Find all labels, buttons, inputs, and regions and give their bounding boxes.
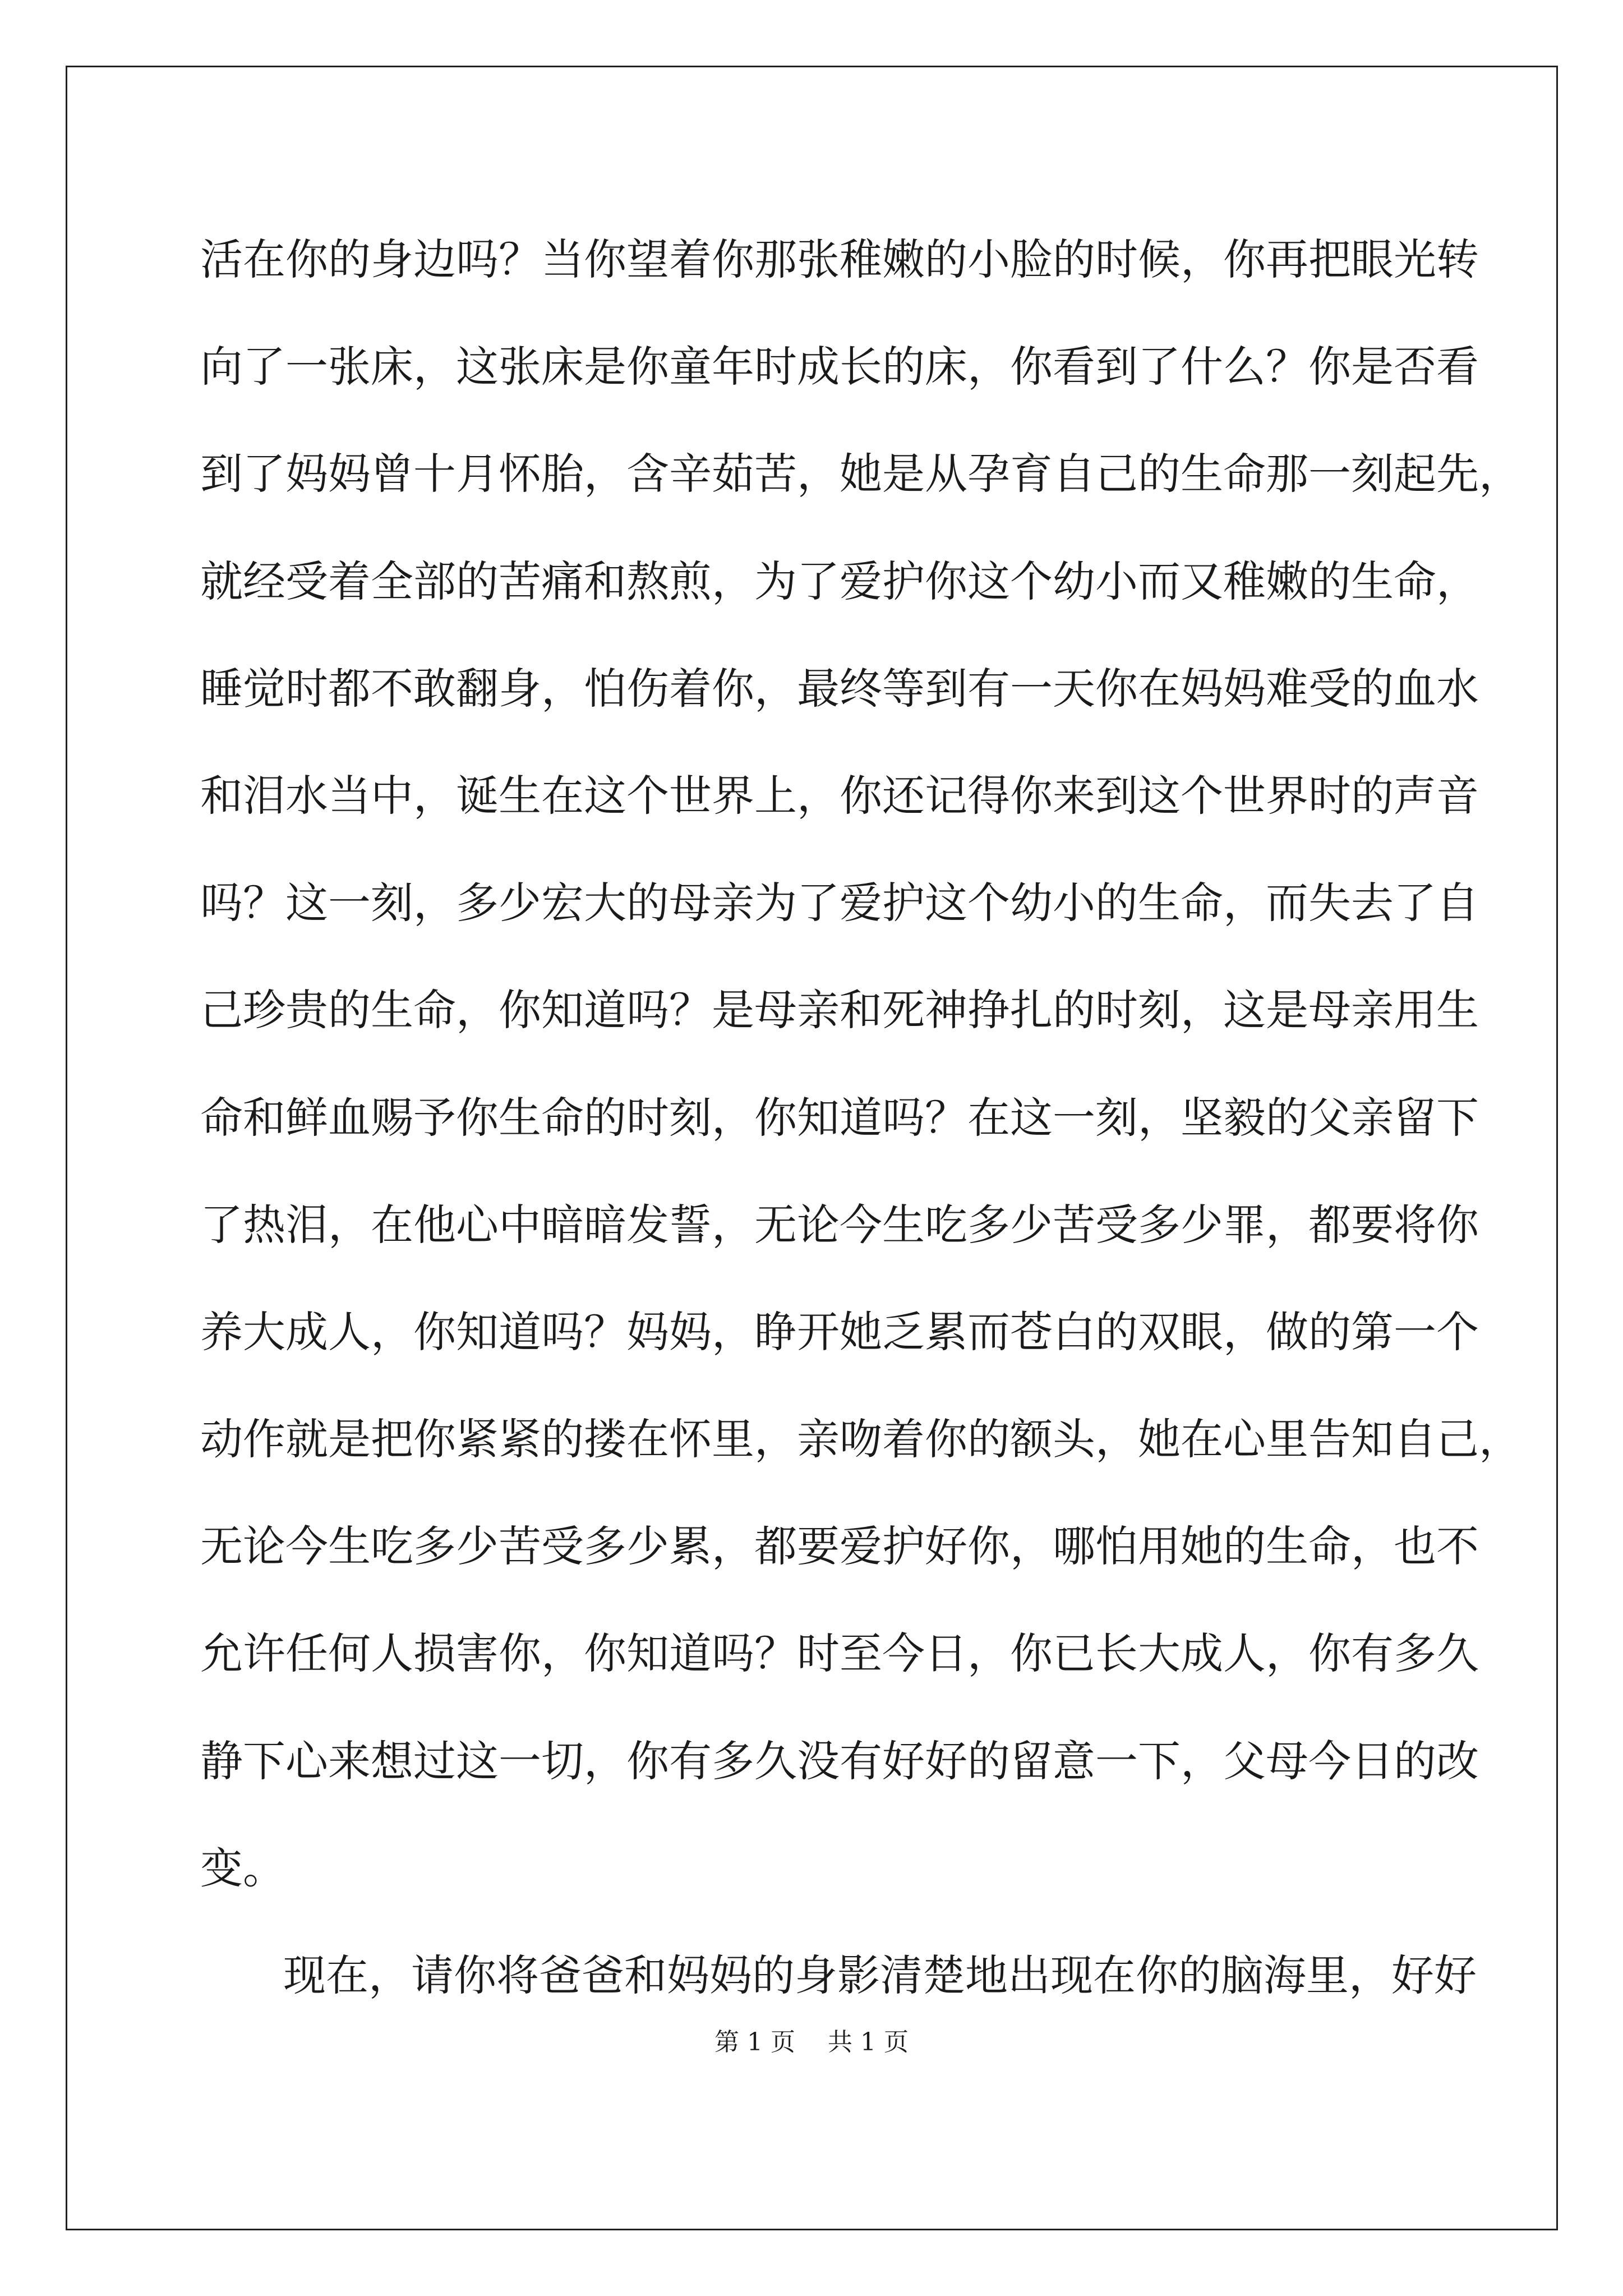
text-line: 了热泪，在他心中暗暗发誓，无论今生吃多少苦受多少罪，都要将你 — [200, 1199, 1479, 1250]
page-footer: 第 1 页 共 1 页 — [714, 2028, 909, 2056]
text-line: 己珍贵的生命，你知道吗？是母亲和死神挣扎的时刻，这是母亲用生 — [200, 985, 1479, 1036]
text-line: 命和鲜血赐予你生命的时刻，你知道吗？在这一刻，坚毅的父亲留下 — [200, 1092, 1479, 1143]
text-line: 变。 — [200, 1843, 285, 1893]
text-line: 静下心来想过这一切，你有多久没有好好的留意一下，父母今日的改 — [200, 1736, 1479, 1786]
text-line: 向了一张床，这张床是你童年时成长的床，你看到了什么？你是否看 — [200, 342, 1479, 392]
text-line: 到了妈妈曾十月怀胎，含辛茹苦，她是从孕育自己的生命那一刻起先， — [200, 449, 1521, 499]
text-line: 现在，请你将爸爸和妈妈的身影清楚地出现在你的脑海里，好好 — [283, 1950, 1477, 2000]
text-line: 动作就是把你紧紧的搂在怀里，亲吻着你的额头，她在心里告知自己， — [200, 1414, 1521, 1465]
text-line: 和泪水当中，诞生在这个世界上，你还记得你来到这个世界时的声音 — [200, 770, 1479, 821]
text-line: 就经受着全部的苦痛和熬煎，为了爱护你这个幼小而又稚嫩的生命， — [200, 556, 1479, 606]
text-line: 吗？这一刻，多少宏大的母亲为了爱护这个幼小的生命，而失去了自 — [200, 878, 1479, 928]
text-line: 养大成人，你知道吗？妈妈，睁开她乏累而苍白的双眼，做的第一个 — [200, 1306, 1479, 1357]
text-line: 无论今生吃多少苦受多少累，都要爱护好你，哪怕用她的生命，也不 — [200, 1521, 1479, 1572]
document-body — [200, 206, 1521, 2029]
text-line: 活在你的身边吗？当你望着你那张稚嫩的小脸的时候，你再把眼光转 — [200, 234, 1479, 284]
text-line: 允许任何人损害你，你知道吗？时至今日，你已长大成人，你有多久 — [200, 1628, 1479, 1679]
text-line: 睡觉时都不敢翻身，怕伤着你，最终等到有一天你在妈妈难受的血水 — [200, 663, 1479, 714]
